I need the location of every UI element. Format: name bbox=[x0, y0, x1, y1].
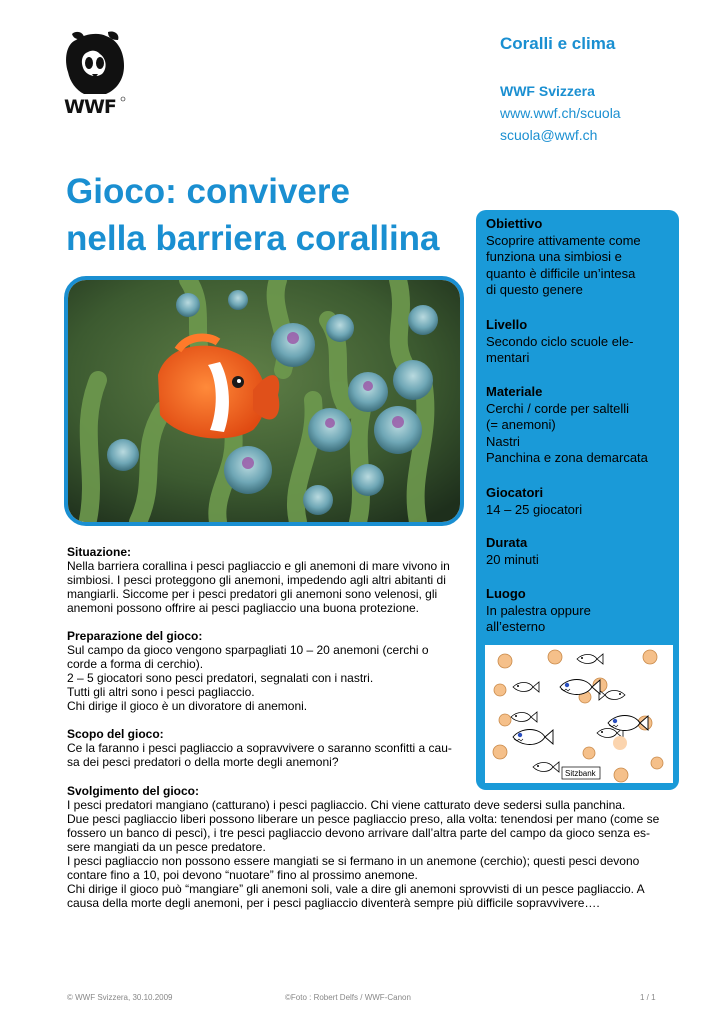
paragraph-line: Due pesci pagliaccio liberi possono liberare un pesce pagliaccio preso, alla volta: tenendosi per mano (come se bbox=[67, 812, 660, 826]
paragraph-line: I pesci pagliaccio non possono essere mangiati se si fermano in un anemone (cerchio); questi pesci devono bbox=[67, 854, 640, 868]
sidebar-heading: Livello bbox=[486, 317, 528, 332]
paragraph-line: Chi dirige il gioco è un divoratore di anemoni. bbox=[67, 699, 308, 713]
paragraph-line: anemoni possono offrire ai pesci pagliaccio una buona protezione. bbox=[67, 601, 420, 615]
paragraph-line: corde a forma di cerchio). bbox=[67, 657, 204, 671]
section-heading: Svolgimento del gioco: bbox=[67, 784, 200, 798]
bench-label: Sitzbank bbox=[565, 769, 596, 778]
email-link[interactable]: scuola@wwf.ch bbox=[500, 127, 598, 143]
section-goal bbox=[67, 727, 467, 769]
sidebar-materials bbox=[486, 384, 676, 467]
sidebar-heading: Durata bbox=[486, 535, 528, 550]
sidebar-heading: Giocatori bbox=[486, 485, 544, 500]
sidebar-line: (= anemoni) bbox=[486, 417, 556, 432]
organization-name: WWF Svizzera bbox=[500, 83, 595, 99]
logo-text: WWF bbox=[64, 96, 116, 118]
paragraph-line: fossero un banco di pesci), i tre pesci pagliaccio devono arrivare dall’altra parte del campo da gioco senza es- bbox=[67, 826, 650, 840]
paragraph-line: simbiosi. I pesci proteggono gli anemoni, impedendo agli altri abitanti di bbox=[67, 573, 446, 587]
sidebar-line: 20 minuti bbox=[486, 551, 539, 567]
sidebar-line: Secondo ciclo scuole ele- bbox=[486, 333, 634, 349]
paragraph-line: contare fino a 10, poi devono “nuotare” fino al prossimo anemone. bbox=[67, 868, 418, 882]
page-title bbox=[66, 168, 440, 262]
sidebar-duration bbox=[486, 535, 676, 568]
clownfish-photo bbox=[64, 276, 464, 526]
sidebar-line: In palestra oppure bbox=[486, 602, 591, 618]
paragraph-line: I pesci predatori mangiano (catturano) i pesci pagliaccio. Chi viene catturato deve sedersi sulla panchina. bbox=[67, 798, 626, 812]
footer-photo-credit: ©Foto : Robert Delfs / WWF-Canon bbox=[285, 993, 411, 1002]
wwf-logo bbox=[62, 30, 128, 122]
paragraph-line: Sul campo da gioco vengono sparpagliati 10 – 20 anemoni (cerchi o bbox=[67, 643, 429, 657]
sidebar-line: Panchina e zona demarcata bbox=[486, 450, 648, 465]
sidebar-players bbox=[486, 485, 676, 518]
website-link[interactable]: www.wwf.ch/scuola bbox=[500, 105, 621, 121]
game-field-diagram bbox=[485, 645, 673, 783]
sidebar-heading: Luogo bbox=[486, 586, 526, 601]
series-title: Coralli e clima bbox=[500, 34, 616, 53]
sidebar-line: di questo genere bbox=[486, 282, 583, 297]
paragraph-line: Tutti gli altri sono i pesci pagliaccio. bbox=[67, 685, 255, 699]
paragraph-line: causa della morte degli anemoni, per i pesci pagliaccio diventerà sempre più difficile sopravvivere…. bbox=[67, 896, 600, 910]
footer-page-number: 1 / 1 bbox=[640, 993, 656, 1002]
sidebar-line: funziona una simbiosi e bbox=[486, 249, 622, 264]
sidebar-line: quanto è difficile un’intesa bbox=[486, 265, 636, 281]
paragraph-line: 2 – 5 giocatori sono pesci predatori, segnalati con i nastri. bbox=[67, 671, 374, 685]
sidebar-location bbox=[486, 586, 676, 636]
paragraph-line: Chi dirige il gioco può “mangiare” gli anemoni soli, vale a dire gli anemoni sprovvisti di un pesce pagliaccio. A bbox=[67, 882, 645, 896]
sidebar-level bbox=[486, 317, 676, 367]
sidebar-objective bbox=[486, 216, 676, 299]
section-procedure bbox=[67, 784, 677, 910]
header-block bbox=[500, 34, 700, 146]
sidebar-heading: Materiale bbox=[486, 384, 543, 399]
title-line-2: nella barriera corallina bbox=[66, 219, 440, 258]
sidebar-line: all’esterno bbox=[486, 619, 546, 634]
section-preparation bbox=[67, 629, 467, 713]
sidebar-line: mentari bbox=[486, 350, 530, 365]
paragraph-line: sa dei pesci predatori o della morte degli anemoni? bbox=[67, 755, 339, 769]
body-text bbox=[67, 545, 467, 783]
section-situation bbox=[67, 545, 467, 615]
sidebar-heading: Obiettivo bbox=[486, 216, 543, 231]
paragraph-line: Nella barriera corallina i pesci pagliaccio e gli anemoni di mare vivono in bbox=[67, 559, 450, 573]
section-heading: Preparazione del gioco: bbox=[67, 629, 203, 643]
sidebar-line: Cerchi / corde per saltelli bbox=[486, 400, 630, 416]
section-heading: Scopo del gioco: bbox=[67, 727, 164, 741]
paragraph-line: mangiarli. Siccome per i pesci predatori gli anemoni sono velenosi, gli bbox=[67, 587, 438, 601]
title-line-1: Gioco: convivere bbox=[66, 172, 350, 211]
section-heading: Situazione: bbox=[67, 545, 132, 559]
sidebar-line: Scoprire attivamente come bbox=[486, 232, 641, 248]
sidebar-line: Nastri bbox=[486, 433, 520, 449]
footer-copyright: © WWF Svizzera, 30.10.2009 bbox=[67, 993, 173, 1002]
paragraph-line: Ce la faranno i pesci pagliaccio a sopravvivere o saranno sconfitti a cau- bbox=[67, 741, 452, 755]
paragraph-line: sere mangiati da un pesce predatore. bbox=[67, 840, 266, 854]
sidebar-line: 14 – 25 giocatori bbox=[486, 501, 583, 517]
